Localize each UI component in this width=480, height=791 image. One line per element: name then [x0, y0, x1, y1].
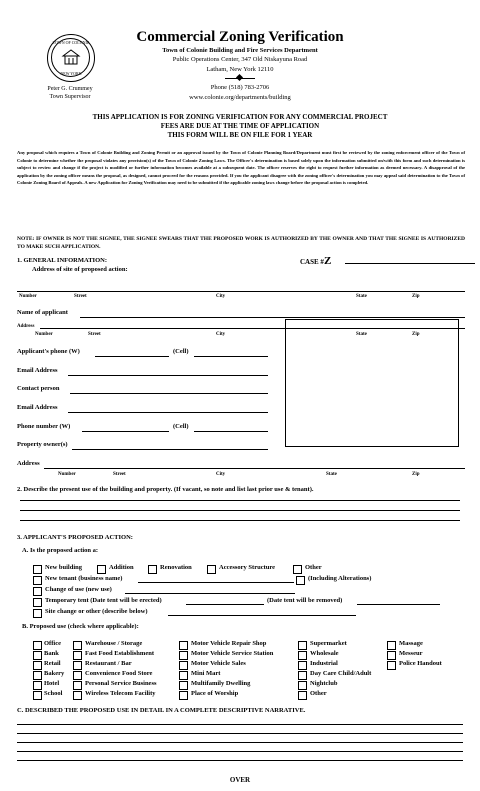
owner-address-label: Address — [17, 460, 40, 467]
place-of-worship-label: Place of Worship — [191, 690, 239, 697]
narrative-line-4[interactable] — [17, 751, 463, 752]
contact-person-field[interactable] — [70, 393, 268, 394]
massage-label: Massage — [399, 640, 423, 647]
contact-person-label: Contact person — [17, 385, 60, 392]
new-tenant-field[interactable] — [138, 582, 294, 583]
change-of-use-checkbox[interactable] — [33, 587, 42, 596]
renovation-label: Renovation — [160, 564, 192, 571]
owner-city-label: City — [216, 472, 226, 477]
supervisor-name: Peter G. Crummey — [47, 86, 93, 92]
retail-label: Retail — [44, 660, 61, 667]
multifamily-label: Multifamily Dwelling — [191, 680, 251, 687]
mini-mart-label: Mini Mart — [191, 670, 221, 677]
section-1-heading: 1. GENERAL INFORMATION: — [17, 257, 107, 264]
owner-street-label: Street — [113, 472, 126, 477]
department-website[interactable]: www.colonie.org/departments/building — [189, 94, 291, 101]
restaurant-label: Restaurant / Bar — [85, 660, 132, 667]
department-name: Town of Colonie Building and Fire Services Department — [162, 47, 318, 54]
other-use-checkbox[interactable] — [298, 691, 307, 700]
warehouse-checkbox[interactable] — [73, 641, 82, 650]
site-change-field[interactable] — [168, 615, 356, 616]
office-label: Office — [44, 640, 61, 647]
bank-label: Bank — [44, 650, 59, 657]
site-change-label: Site change or other (describe below) — [45, 608, 148, 615]
mv-repair-checkbox[interactable] — [179, 641, 188, 650]
phone-number-label: Phone number (W) — [17, 423, 71, 430]
addition-label: Addition — [109, 564, 134, 571]
nightclub-label: Nightclub — [310, 680, 338, 687]
phone-number-field[interactable] — [82, 431, 169, 432]
bank-checkbox[interactable] — [33, 651, 42, 660]
diamond-icon — [236, 74, 243, 81]
supermarket-checkbox[interactable] — [298, 641, 307, 650]
police-handout-checkbox[interactable] — [387, 661, 396, 670]
wireless-telecom-label: Wireless Telecom Facility — [85, 690, 156, 697]
applicant-street-label: Street — [88, 332, 101, 337]
narrative-line-5[interactable] — [17, 760, 463, 761]
temporary-tent-label: Temporary tent (Date tent will be erected) — [45, 597, 162, 604]
mini-mart-checkbox[interactable] — [179, 671, 188, 680]
applicant-zip-label: Zip — [412, 332, 420, 337]
convenience-store-label: Convenience Food Store — [85, 670, 153, 677]
industrial-checkbox[interactable] — [298, 661, 307, 670]
school-checkbox[interactable] — [33, 691, 42, 700]
massage-checkbox[interactable] — [387, 641, 396, 650]
seal-bottom-text: NEW YORK — [60, 71, 82, 76]
section-2-heading: 2. Describe the present use of the building and property. (If vacant, so note and list last prior use & tenant). — [17, 486, 314, 493]
tent-removed-label: (Date tent will be removed) — [267, 597, 343, 604]
nightclub-checkbox[interactable] — [298, 681, 307, 690]
temporary-tent-checkbox[interactable] — [33, 598, 42, 607]
page-title: Commercial Zoning Verification — [136, 29, 344, 45]
fast-food-checkbox[interactable] — [73, 651, 82, 660]
narrative-line-1[interactable] — [17, 724, 463, 725]
case-prefix: Z — [323, 255, 332, 267]
site-number-label: Number — [19, 294, 37, 299]
accessory-structure-label: Accessory Structure — [219, 564, 276, 571]
new-building-label: New building — [45, 564, 83, 571]
phone-cell-label: (Cell) — [173, 423, 189, 430]
convenience-store-checkbox[interactable] — [73, 671, 82, 680]
new-tenant-checkbox[interactable] — [33, 576, 42, 585]
mv-service-station-checkbox[interactable] — [179, 651, 188, 660]
owner-number-label: Number — [58, 472, 76, 477]
personal-service-checkbox[interactable] — [73, 681, 82, 690]
bakery-checkbox[interactable] — [33, 671, 42, 680]
owner-address-field[interactable] — [44, 468, 465, 469]
seal-building-icon — [61, 48, 81, 66]
over-footer: OVER — [229, 776, 251, 784]
warehouse-label: Warehouse / Storage — [85, 640, 143, 647]
site-city-label: City — [216, 294, 226, 299]
hotel-label: Hotel — [44, 680, 60, 687]
notice-line-3: THIS FORM WILL BE ON FILE FOR 1 YEAR — [167, 131, 313, 139]
site-address-label: Address of site of proposed action: — [32, 266, 128, 273]
day-care-label: Day Care Child/Adult — [310, 670, 372, 677]
case-number-field[interactable] — [345, 263, 475, 264]
renovation-checkbox[interactable] — [148, 565, 157, 574]
owner-note: NOTE: IF OWNER IS NOT THE SIGNEE, THE SIGNEE SWEARS THAT THE PROPOSED WORK IS AUTHORIZED BY THE OWNER AND THAT THE SIGNEE IS AUTHORIZED TO MAKE SUCH APPLICATION. — [17, 236, 465, 250]
office-checkbox[interactable] — [33, 641, 42, 650]
property-owners-field[interactable] — [72, 449, 268, 450]
owner-zip-label: Zip — [412, 472, 420, 477]
present-use-line-2[interactable] — [20, 510, 460, 511]
mv-repair-label: Motor Vehicle Repair Shop — [191, 640, 267, 647]
applicant-cell-label: (Cell) — [173, 348, 189, 355]
mv-service-station-label: Motor Vehicle Service Station — [191, 650, 274, 657]
notice-line-2: FEES ARE DUE AT THE TIME OF APPLICATION — [160, 122, 320, 130]
narrative-line-3[interactable] — [17, 742, 463, 743]
supermarket-label: Supermarket — [310, 640, 347, 647]
narrative-line-2[interactable] — [17, 733, 463, 734]
supervisor-title: Town Supervisor — [49, 94, 91, 100]
mv-sales-checkbox[interactable] — [179, 661, 188, 670]
phone-cell-field[interactable] — [194, 431, 268, 432]
wholesale-checkbox[interactable] — [298, 651, 307, 660]
owner-state-label: State — [326, 472, 337, 477]
present-use-line-1[interactable] — [20, 500, 460, 501]
bakery-label: Bakery — [44, 670, 65, 677]
town-seal — [47, 34, 95, 82]
tent-removed-field[interactable] — [357, 604, 440, 605]
fast-food-label: Fast Food Establishment — [85, 650, 154, 657]
applicant-address-small-label: Address — [17, 324, 35, 329]
messeur-checkbox[interactable] — [387, 651, 396, 660]
email-address-field-1[interactable] — [68, 375, 268, 376]
other-use-label: Other — [310, 690, 327, 697]
department-phone: Phone (518) 783-2706 — [210, 84, 270, 91]
applicant-name-field[interactable] — [80, 317, 465, 318]
tent-erected-field[interactable] — [186, 604, 264, 605]
applicant-city-label: City — [216, 332, 226, 337]
including-alterations-label: (Including Alterations) — [308, 575, 372, 582]
new-tenant-label: New tenant (business name) — [45, 575, 123, 582]
applicant-state-label: State — [356, 332, 367, 337]
mv-sales-label: Motor Vehicle Sales — [191, 660, 246, 667]
wholesale-label: Wholesale — [310, 650, 339, 657]
property-owners-label: Property owner(s) — [17, 441, 68, 448]
department-address: Public Operations Center, 347 Old Niskayuna Road — [172, 56, 308, 63]
accessory-structure-checkbox[interactable] — [207, 565, 216, 574]
place-of-worship-checkbox[interactable] — [179, 691, 188, 700]
applicant-phone-field[interactable] — [95, 356, 169, 357]
multifamily-checkbox[interactable] — [179, 681, 188, 690]
section-3a-heading: A. Is the proposed action a: — [22, 547, 99, 554]
messeur-label: Messeur — [399, 650, 423, 657]
police-handout-label: Police Handout — [399, 660, 442, 667]
change-of-use-label: Change of use (new use) — [45, 586, 112, 593]
restaurant-checkbox[interactable] — [73, 661, 82, 670]
other-action-label: Other — [305, 564, 322, 571]
personal-service-label: Personal Service Business — [85, 680, 157, 687]
applicant-phone-label: Applicant's phone (W) — [17, 348, 80, 355]
new-building-checkbox[interactable] — [33, 565, 42, 574]
day-care-checkbox[interactable] — [298, 671, 307, 680]
section-3c-heading: C. DESCRIBED THE PROPOSED USE IN DETAIL IN A COMPLETE DESCRIPTIVE NARRATIVE. — [17, 707, 306, 714]
wireless-telecom-checkbox[interactable] — [73, 691, 82, 700]
hotel-checkbox[interactable] — [33, 681, 42, 690]
present-use-line-3[interactable] — [20, 520, 460, 521]
department-city: Latham, New York 12110 — [206, 66, 274, 73]
site-state-label: State — [356, 294, 367, 299]
school-label: School — [44, 690, 63, 697]
site-zip-label: Zip — [412, 294, 420, 299]
case-stamp-box — [285, 319, 459, 447]
addition-checkbox[interactable] — [97, 565, 106, 574]
site-address-field[interactable] — [17, 291, 465, 292]
including-alterations-checkbox[interactable] — [296, 576, 305, 585]
case-hash-label: CASE # — [300, 258, 324, 266]
other-action-checkbox[interactable] — [293, 565, 302, 574]
site-street-label: Street — [74, 294, 87, 299]
case-label — [300, 255, 331, 267]
email-address-label-2: Email Address — [17, 404, 58, 411]
email-address-label-1: Email Address — [17, 367, 58, 374]
notice-line-1: THIS APPLICATION IS FOR ZONING VERIFICATION FOR ANY COMMERCIAL PROJECT — [92, 113, 388, 121]
intro-paragraph: Any proposal which requires a Town of Colonie Building and Zoning Permit or an approval issued by the Town of Colonie Planning Board/Department must first be reviewed by the zoning enforcement officer of the Town of Colonie to determine whether the proposal violates any provision(s) of the Town of Colonie Zoning Laws. The Officer's determination is based solely upon the information submitted on/with this form and such determination is subject to review and change if the project is modified or further information becomes available at a subsequent date. The officer reserves the right to request further information as deemed necessary. A disapproval of the application by the zoning officer means the proposal, as designed, cannot proceed for the reasons provided. If you the applicant disagree with the zoning officer's determination you may appeal said determination to the Town of Colonie Zoning Board of Appeals. A new Application for Zoning Verification may need to be submitted if the applicable zoning laws change before the proposal action is completed. — [17, 150, 465, 186]
section-3-heading: 3. APPLICANT'S PROPOSED ACTION: — [17, 534, 133, 541]
industrial-label: Industrial — [310, 660, 338, 667]
change-of-use-field[interactable] — [125, 593, 295, 594]
applicant-cell-field[interactable] — [194, 356, 268, 357]
site-change-checkbox[interactable] — [33, 609, 42, 618]
section-3b-heading: B. Proposed use (check where applicable): — [22, 623, 139, 630]
applicant-name-label: Name of applicant — [17, 309, 68, 316]
retail-checkbox[interactable] — [33, 661, 42, 670]
applicant-number-label: Number — [35, 332, 53, 337]
email-address-field-2[interactable] — [68, 412, 268, 413]
seal-top-text: TOWN OF COLONIE — [52, 40, 90, 45]
